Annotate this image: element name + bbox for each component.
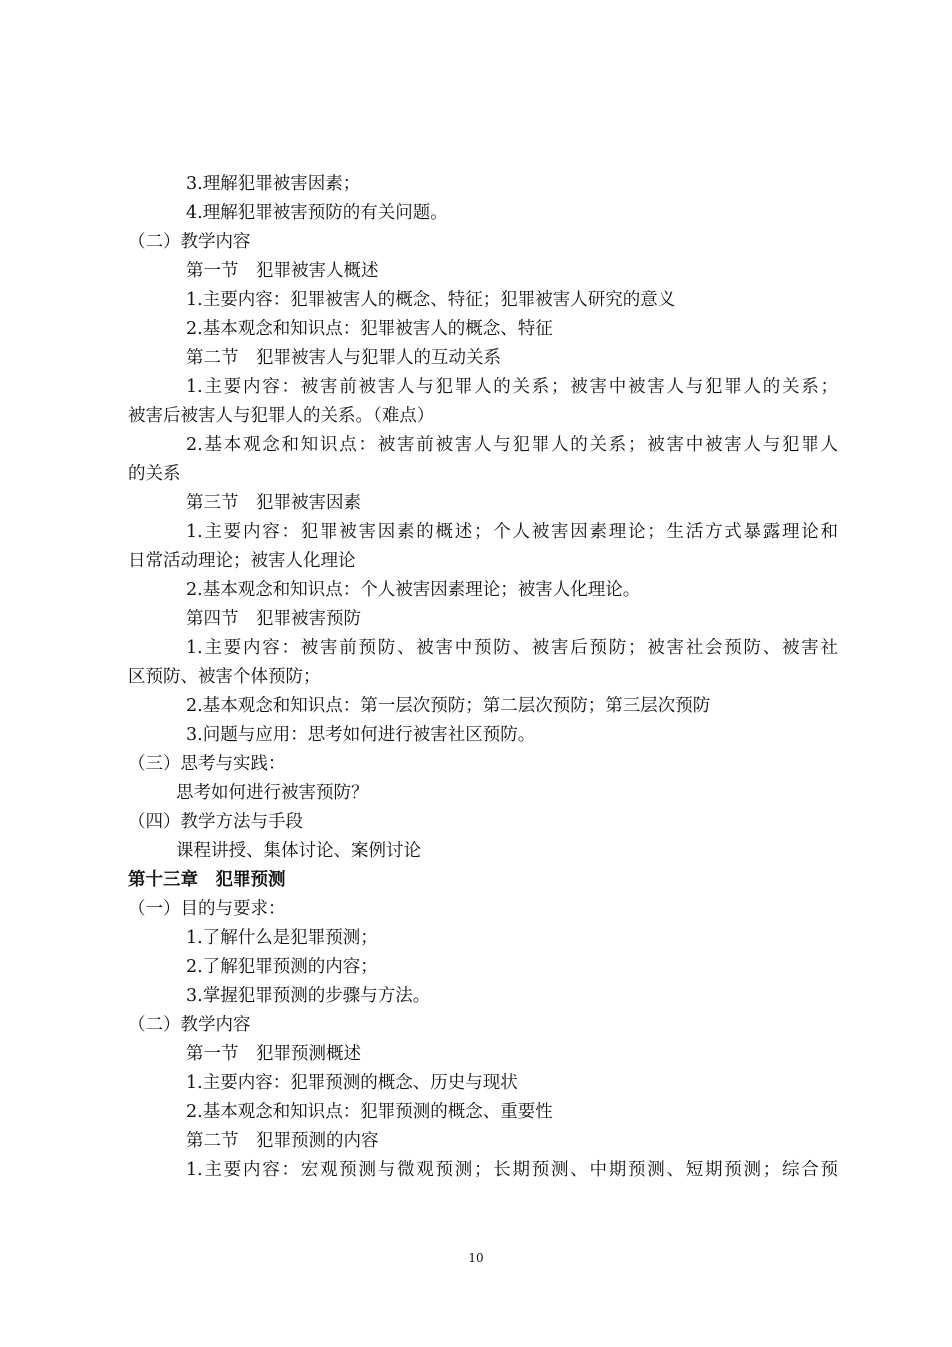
text-line: 课程讲授、集体讨论、案例讨论	[176, 841, 421, 861]
subsection-title: 第二节 犯罪预测的内容	[186, 1131, 379, 1151]
text-line: 1.主要内容：犯罪预测的概念、历史与现状	[186, 1073, 518, 1093]
text-line: 2.基本观念和知识点：第一层次预防；第二层次预防；第三层次预防	[186, 696, 711, 716]
subsection-title: 第四节 犯罪被害预防	[186, 609, 361, 629]
text-line: 3.理解犯罪被害因素；	[186, 174, 361, 194]
text-line: 的关系	[128, 464, 181, 484]
text-line: 1.主要内容：宏观预测与微观预测；长期预测、中期预测、短期预测；综合预	[186, 1160, 838, 1180]
text-line: 1.主要内容：被害前预防、被害中预防、被害后预防；被害社会预防、被害社	[186, 638, 838, 658]
section-heading: （四）教学方法与手段	[128, 812, 303, 832]
text-line: 2.了解犯罪预测的内容；	[186, 957, 378, 977]
text-line: 日常活动理论；被害人化理论	[128, 551, 356, 571]
subsection-title: 第三节 犯罪被害因素	[186, 493, 361, 513]
text-line: 3.掌握犯罪预测的步骤与方法。	[186, 986, 431, 1006]
text-line: 2.基本观念和知识点：犯罪预测的概念、重要性	[186, 1102, 553, 1122]
text-line: 1.了解什么是犯罪预测；	[186, 928, 378, 948]
text-line: 被害后被害人与犯罪人的关系。（难点）	[128, 406, 435, 426]
text-line: 区预防、被害个体预防；	[128, 667, 321, 687]
page-number: 10	[468, 1251, 484, 1265]
text-line: 2.基本观念和知识点：个人被害因素理论；被害人化理论。	[186, 580, 641, 600]
text-line: 3.问题与应用：思考如何进行被害社区预防。	[186, 725, 536, 745]
subsection-title: 第二节 犯罪被害人与犯罪人的互动关系	[186, 348, 501, 368]
text-line: 1.主要内容：被害前被害人与犯罪人的关系；被害中被害人与犯罪人的关系；	[186, 377, 838, 397]
chapter-title: 第十三章 犯罪预测	[128, 870, 286, 890]
section-heading: （二）教学内容	[128, 1015, 251, 1035]
text-line: 2.基本观念和知识点：犯罪被害人的概念、特征	[186, 319, 553, 339]
text-line: 1.主要内容：犯罪被害人的概念、特征；犯罪被害人研究的意义	[186, 290, 676, 310]
text-line: 2.基本观念和知识点：被害前被害人与犯罪人的关系；被害中被害人与犯罪人	[186, 435, 838, 455]
section-heading: （三）思考与实践：	[128, 754, 286, 774]
text-line: 思考如何进行被害预防？	[176, 783, 369, 803]
section-heading: （二）教学内容	[128, 232, 251, 252]
section-heading: （一）目的与要求：	[128, 899, 286, 919]
subsection-title: 第一节 犯罪被害人概述	[186, 261, 379, 281]
text-line: 4.理解犯罪被害预防的有关问题。	[186, 203, 448, 223]
text-line: 1.主要内容：犯罪被害因素的概述；个人被害因素理论；生活方式暴露理论和	[186, 522, 838, 542]
subsection-title: 第一节 犯罪预测概述	[186, 1044, 361, 1064]
